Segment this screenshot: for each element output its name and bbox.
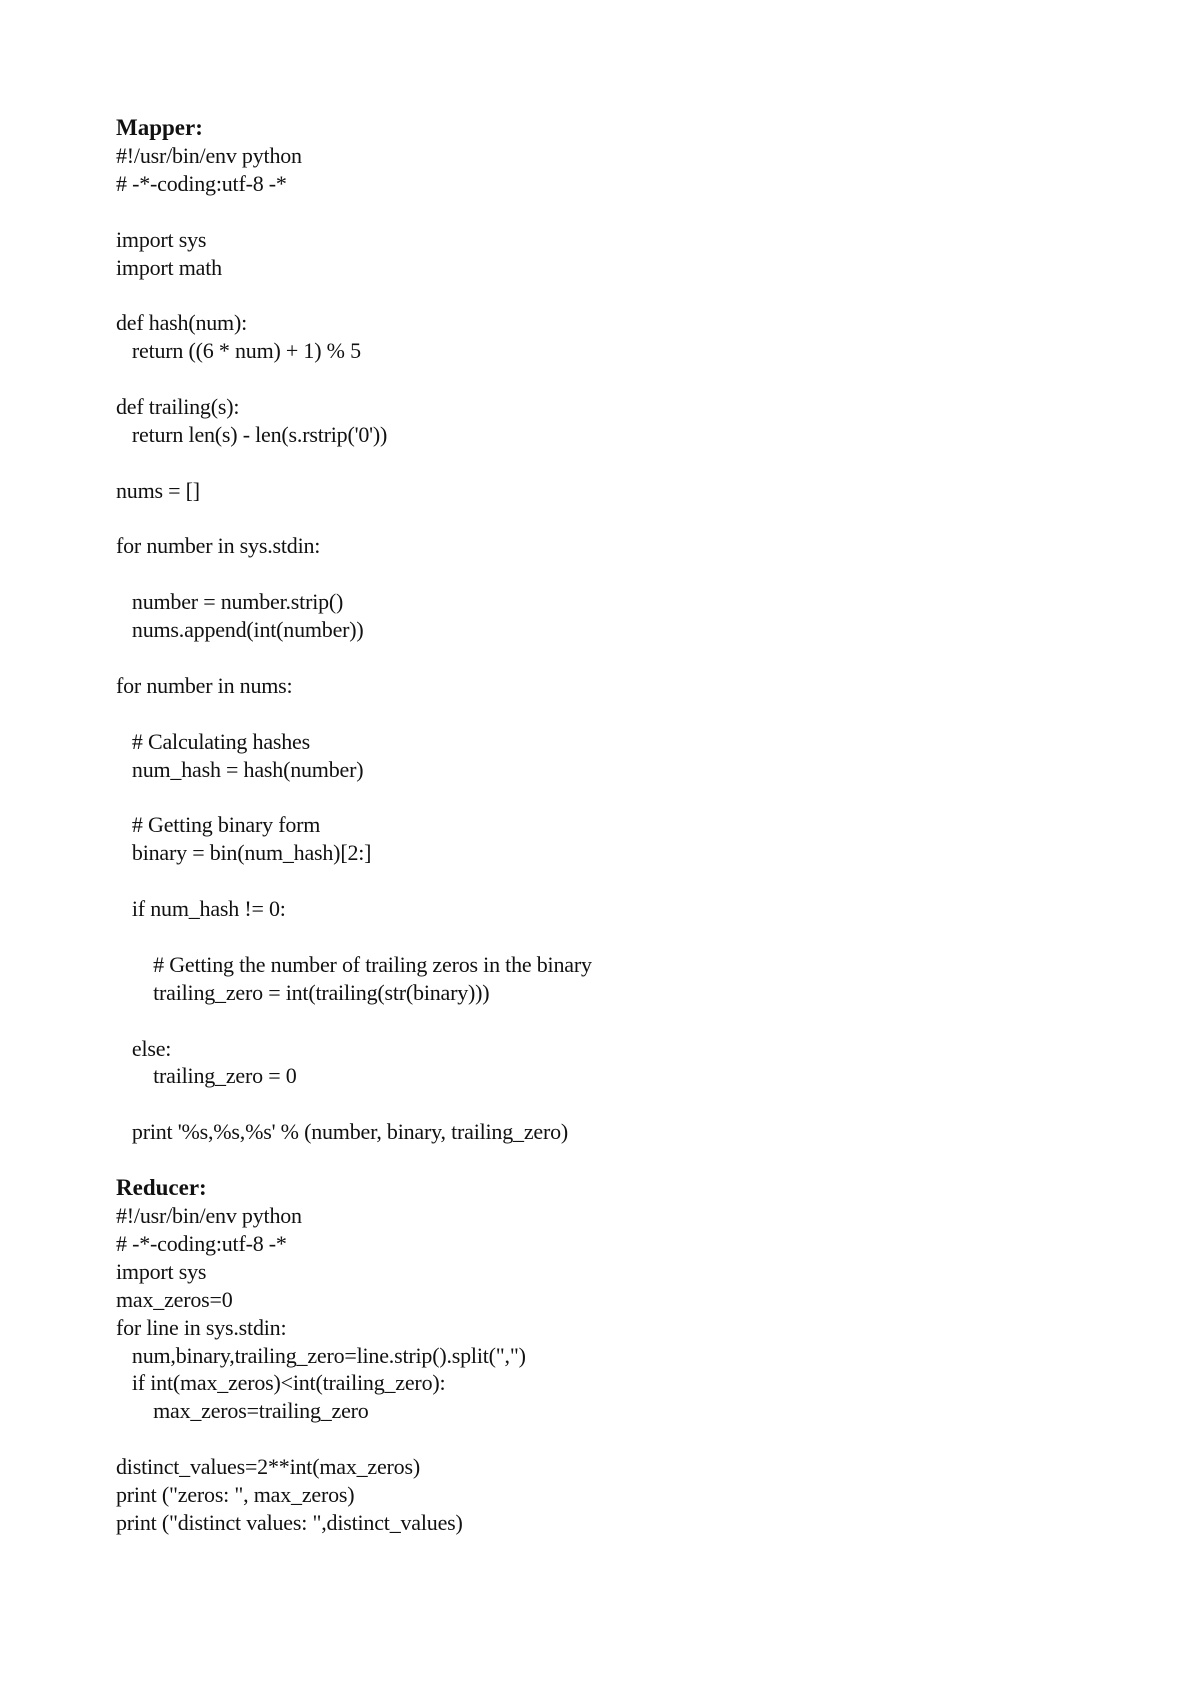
code-line (116, 1090, 1116, 1118)
code-line (116, 867, 1116, 895)
code-line (116, 700, 1116, 728)
code-line: for line in sys.stdin: (116, 1314, 287, 1340)
document-page (116, 114, 1116, 1537)
code-line (116, 1425, 1116, 1453)
code-line: for number in nums: (116, 672, 293, 698)
code-line (116, 365, 1116, 393)
code-line: num_hash = hash(number) (116, 756, 364, 782)
code-line: nums.append(int(number)) (116, 617, 364, 643)
code-line: trailing_zero = 0 (116, 1063, 297, 1089)
code-line: nums = [] (116, 477, 200, 503)
section-heading: Reducer: (116, 1175, 207, 1201)
code-line (116, 923, 1116, 951)
code-line: # Calculating hashes (116, 728, 310, 754)
code-line: import math (116, 254, 222, 280)
code-line: #!/usr/bin/env python (116, 1203, 302, 1229)
code-line: #!/usr/bin/env python (116, 143, 302, 168)
code-line: if int(max_zeros)<int(trailing_zero): (116, 1370, 446, 1396)
code-line: max_zeros=0 (116, 1286, 233, 1312)
code-line (116, 644, 1116, 672)
code-line (116, 560, 1116, 588)
code-line (116, 449, 1116, 477)
code-line: binary = bin(num_hash)[2:] (116, 840, 372, 866)
code-line: print '%s,%s,%s' % (number, binary, trailing_zero) (116, 1119, 569, 1145)
code-line: # Getting binary form (116, 812, 321, 838)
code-line: print ("distinct values: ",distinct_values) (116, 1509, 463, 1535)
code-line: for number in sys.stdin: (116, 533, 321, 559)
code-line: def hash(num): (116, 310, 247, 336)
code-line: # -*-coding:utf-8 -* (116, 170, 287, 196)
code-line (116, 281, 1116, 309)
code-line (116, 1007, 1116, 1035)
code-line: if num_hash != 0: (116, 896, 286, 922)
code-line: distinct_values=2**int(max_zeros) (116, 1454, 420, 1480)
code-line (116, 198, 1116, 226)
code-line: number = number.strip() (116, 589, 344, 615)
code-line (116, 783, 1116, 811)
code-line: print ("zeros: ", max_zeros) (116, 1481, 355, 1507)
code-line: max_zeros=trailing_zero (116, 1398, 369, 1424)
code-line (116, 505, 1116, 533)
section-heading: Mapper: (116, 115, 203, 140)
code-line: num,binary,trailing_zero=line.strip().split(",") (116, 1342, 526, 1368)
code-line: trailing_zero = int(trailing(str(binary))) (116, 979, 490, 1005)
code-line: import sys (116, 226, 207, 252)
code-line: return ((6 * num) + 1) % 5 (116, 338, 361, 364)
code-line: # -*-coding:utf-8 -* (116, 1230, 287, 1256)
code-line: import sys (116, 1258, 207, 1284)
reducer-section (116, 1174, 1116, 1537)
mapper-section (116, 114, 1116, 1146)
code-line: else: (116, 1035, 172, 1061)
code-line: def trailing(s): (116, 394, 240, 420)
code-line: # Getting the number of trailing zeros in the binary (116, 951, 592, 977)
code-line: return len(s) - len(s.rstrip('0')) (116, 421, 388, 447)
